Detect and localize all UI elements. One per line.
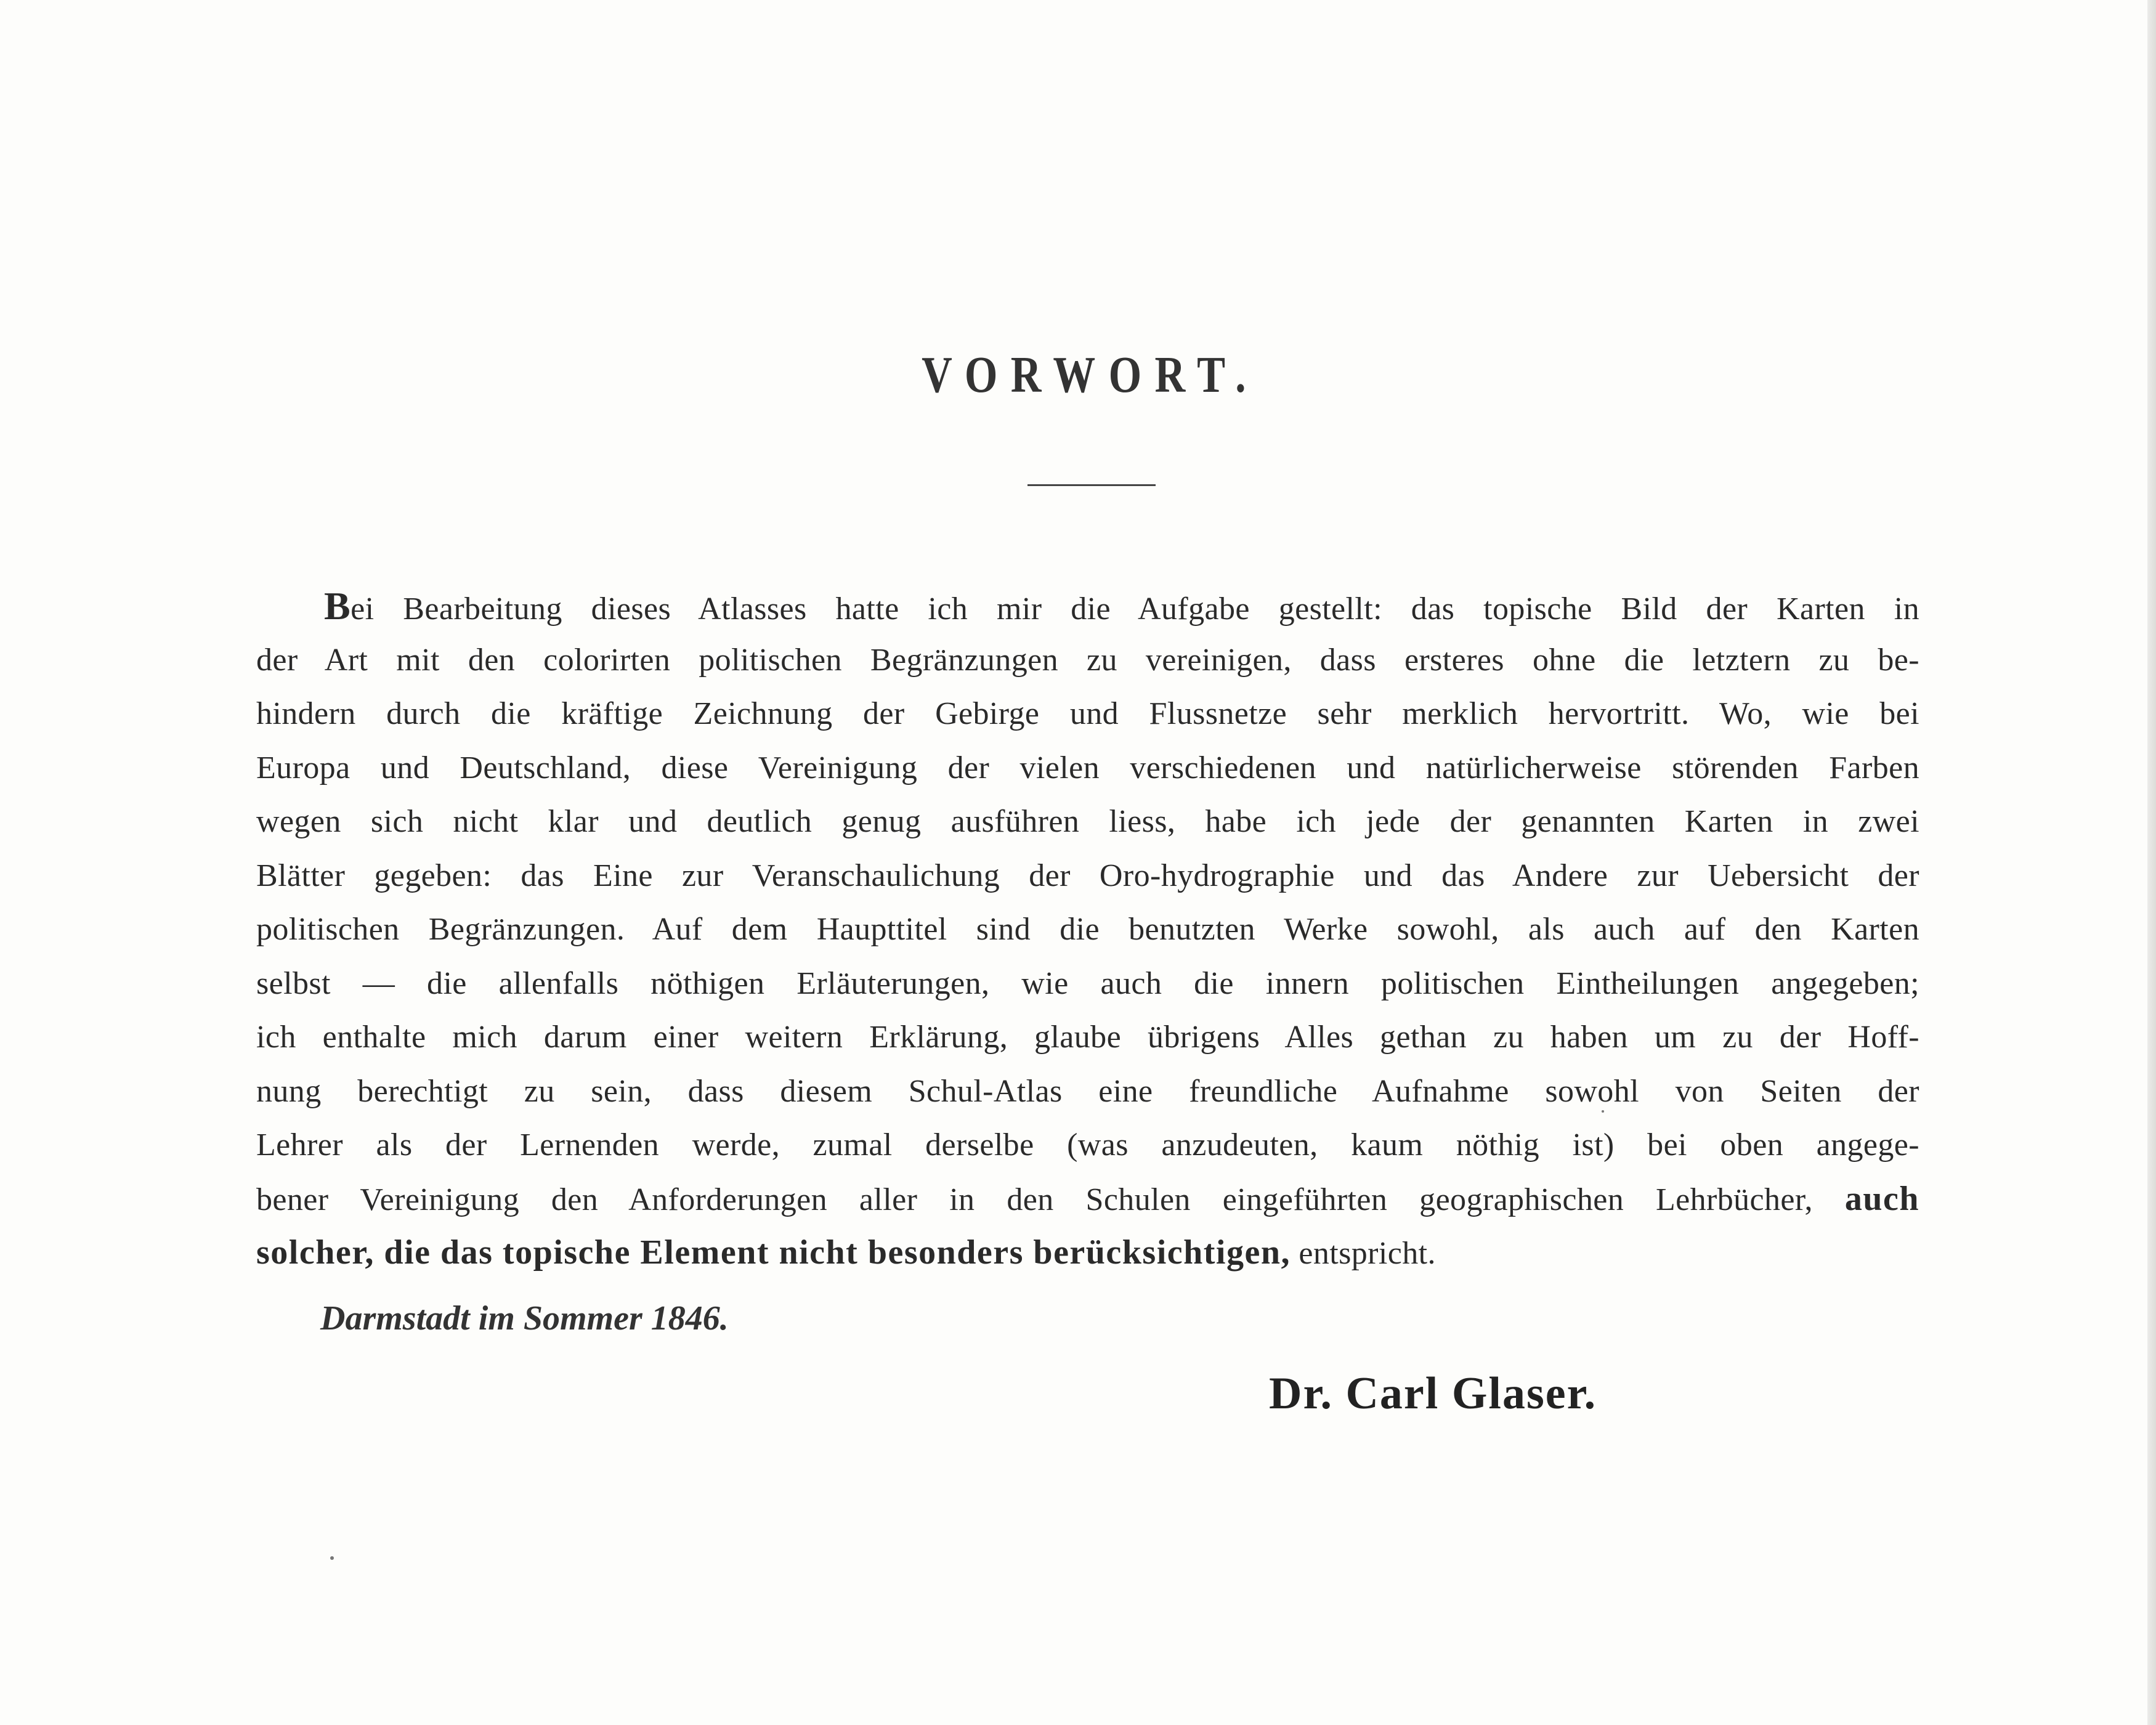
- page-edge-shadow: [2147, 0, 2156, 1725]
- drop-cap: B: [324, 584, 351, 628]
- body-line: solcher, die das topische Element nicht besonders berücksichtigen, entspricht.: [256, 1233, 1436, 1272]
- emphasis-text: auch: [1844, 1179, 1919, 1218]
- author-signature: Dr. Carl Glaser.: [1269, 1368, 1597, 1419]
- body-line: bener Vereinigung den Anforderungen aller in den Schulen eingeführten geographischen Lehrbücher, auch: [256, 1179, 1919, 1218]
- body-line: der Art mit den colorirten politischen Begränzungen zu vereinigen, dass ersteres ohne die letztern zu be-: [256, 642, 1919, 678]
- place-and-date: Darmstadt im Sommer 1846.: [320, 1299, 729, 1337]
- body-line: selbst — die allenfalls nöthigen Erläuterungen, wie auch die innern politischen Eintheilungen angegeben;: [256, 965, 1919, 1001]
- body-line: nung berechtigt zu sein, dass diesem Schul-Atlas eine freundliche Aufnahme sowohl von Seiten der: [256, 1073, 1919, 1109]
- emphasis-text: solcher, die das topische Element nicht besonders berücksichtigen,: [256, 1233, 1291, 1272]
- body-line: wegen sich nicht klar und deutlich genug ausführen liess, habe ich jede der genannten Karten in zwei: [256, 804, 1919, 839]
- paper-speck: [330, 1556, 334, 1560]
- title-rule-divider: [1027, 484, 1156, 486]
- body-line: Bei Bearbeitung dieses Atlasses hatte ich mir die Aufgabe gestellt: das topische Bild der Karten in: [324, 584, 1919, 628]
- body-line: Lehrer als der Lernenden werde, zumal derselbe (was anzudeuten, kaum nöthig ist) bei oben angege-: [256, 1127, 1919, 1163]
- paper-speck: [1602, 1110, 1604, 1113]
- body-line: hindern durch die kräftige Zeichnung der Gebirge und Flussnetze sehr merklich hervortritt. Wo, wie bei: [256, 696, 1919, 731]
- preface-body: [256, 579, 1919, 1280]
- body-line: ich enthalte mich darum einer weitern Erklärung, glaube übrigens Alles gethan zu haben um zu der Hoff-: [256, 1020, 1919, 1055]
- document-title: VORWORT.: [922, 346, 1259, 404]
- body-line: Europa und Deutschland, diese Vereinigung der vielen verschiedenen und natürlicherweise störenden Farben: [256, 750, 1919, 785]
- body-line: Blätter gegeben: das Eine zur Veranschaulichung der Oro-hydrographie und das Andere zur Uebersicht der: [256, 858, 1919, 893]
- body-line: politischen Begränzungen. Auf dem Haupttitel sind die benutzten Werke sowohl, als auch auf den Karten: [256, 912, 1919, 947]
